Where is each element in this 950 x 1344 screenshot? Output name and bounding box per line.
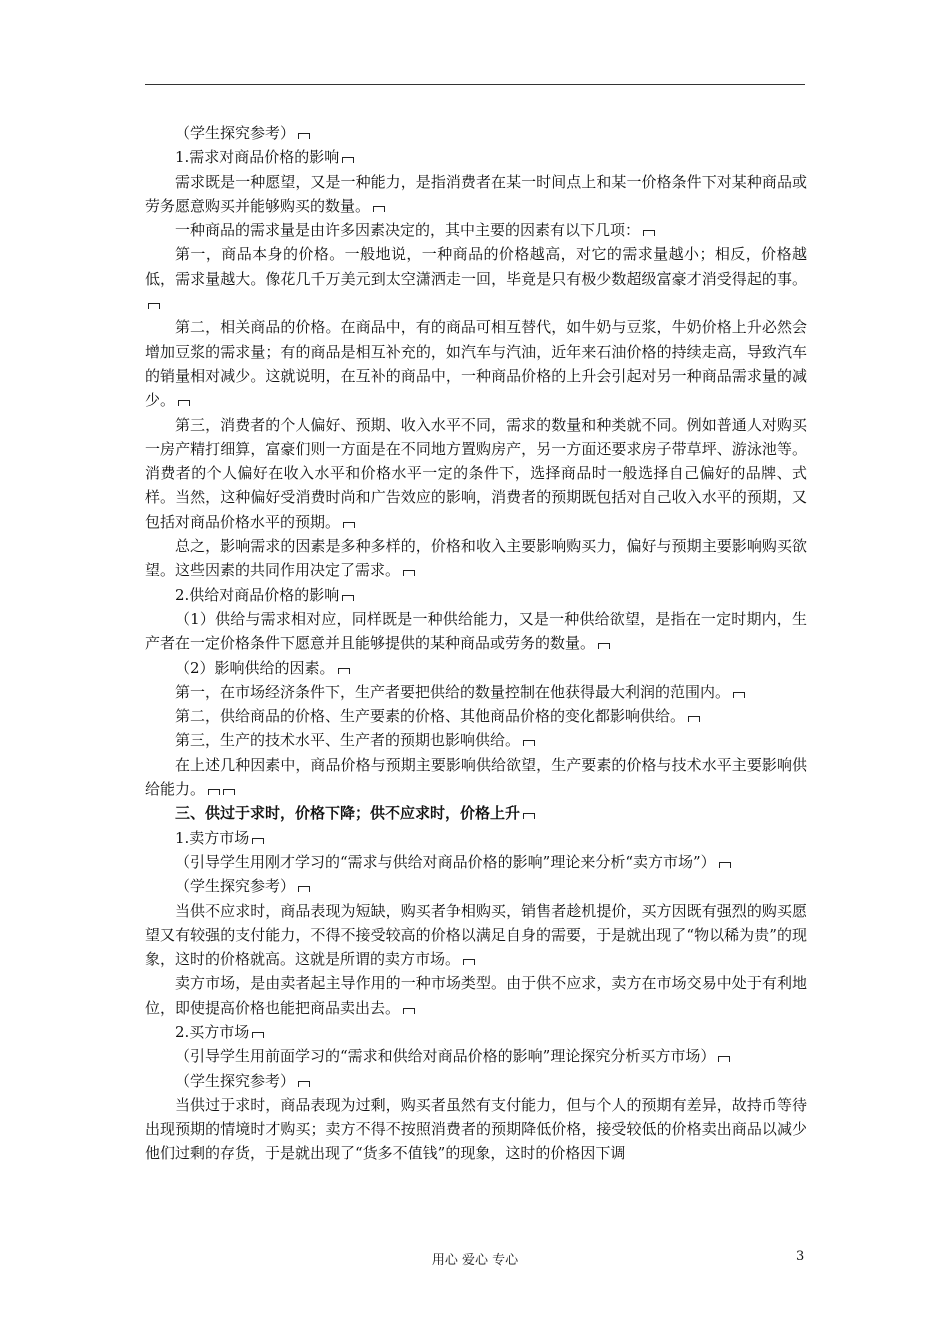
- paragraph-mark-icon: [688, 716, 700, 722]
- paragraph: [145, 121, 807, 145]
- paragraph-text: （引导学生用刚才学习的“需求与供给对商品价格的影响”理论来分析“卖方市场”）: [175, 852, 716, 871]
- paragraph-text: 第二，供给商品的价格、生产要素的价格、其他商品价格的变化都影响供给。: [175, 707, 686, 726]
- paragraph: [145, 826, 807, 850]
- paragraph-text: （学生探究参考）: [175, 1071, 296, 1090]
- paragraph-text: 2.买方市场: [175, 1022, 250, 1041]
- paragraph: [145, 1069, 807, 1093]
- paragraph-text: （学生探究参考）: [175, 877, 296, 896]
- paragraph-mark-icon: [298, 133, 310, 139]
- paragraph-mark-icon: [643, 230, 655, 236]
- paragraph-text: （引导学生用前面学习的“需求和供给对商品价格的影响”理论探究分析买方市场）: [175, 1047, 716, 1066]
- paragraph-text: 卖方市场，是由卖者起主导作用的一种市场类型。由于供不应求，卖方在市场交易中处于有利地位，即使提高价格也能把商品卖出去。: [145, 974, 807, 1017]
- paragraph-text: 当供不应求时，商品表现为短缺，购买者争相购买，销售者趁机提价，买方因既有强烈的购买愿望又有较强的支付能力，不得不接受较高的价格以满足自身的需要，于是就出现了“物以稀为贵”的现象，这时的价格就高。这就是所谓的卖方市场。: [145, 901, 807, 969]
- paragraph-text: 当供过于求时，商品表现为过剩，购买者虽然有支付能力，但与个人的预期有差异，故持币等待出现预期的情境时才购买；卖方不得不按照消费者的预期降低价格，接受较低的价格卖出商品以减少他们过剩的存货，于是就出现了“货多不值钱”的现象，这时的价格因下调: [145, 1095, 807, 1163]
- paragraph: [145, 899, 807, 972]
- paragraph-mark-icon: [598, 643, 610, 649]
- paragraph-text: （1）供给与需求相对应，同样既是一种供给能力，又是一种供给欲望，是指在一定时期内，生产者在一定价格条件下愿意并且能够提供的某种商品或劳务的数量。: [145, 609, 807, 653]
- paragraph-text: 1.需求对商品价格的影响: [175, 148, 340, 167]
- paragraph: [145, 1044, 807, 1068]
- paragraph-text: 2.供给对商品价格的影响: [175, 585, 340, 604]
- paragraph: [145, 1020, 807, 1044]
- paragraph: [145, 145, 807, 169]
- paragraph-text: 一种商品的需求量是由许多因素决定的，其中主要的因素有以下几项：: [175, 221, 641, 240]
- paragraph: [145, 728, 807, 752]
- paragraph: [145, 534, 807, 583]
- paragraph-mark-icon: [523, 740, 535, 746]
- paragraph: [145, 170, 807, 219]
- paragraph: [145, 242, 807, 315]
- paragraph-mark-icon: [718, 1056, 730, 1062]
- paragraph-mark-icon: [298, 1081, 310, 1087]
- paragraph: [145, 607, 807, 656]
- footer-slogan: 用心 爱心 专心: [431, 1253, 519, 1268]
- header-rule: [145, 84, 805, 85]
- paragraph: [145, 753, 807, 802]
- paragraph: [145, 704, 807, 728]
- paragraph-text: 第一，商品本身的价格。一般地说，一种商品的价格越高，对它的需求量越小；相反，价格越低，需求量越大。像花几千万美元到太空潇洒走一回，毕竟是只有极少数超级富豪才消受得起的事。: [145, 245, 807, 288]
- paragraph: [145, 680, 807, 704]
- paragraph-mark-icon: [403, 570, 415, 576]
- paragraph-mark-icon: [343, 522, 355, 528]
- paragraph-mark-icon: [223, 789, 235, 795]
- paragraph: [145, 413, 807, 534]
- paragraph-mark-icon: [252, 838, 264, 844]
- paragraph-mark-icon: [338, 668, 350, 674]
- paragraph-mark-icon: [342, 595, 354, 601]
- paragraph-mark-icon: [148, 303, 160, 309]
- paragraph-mark-icon: [342, 157, 354, 163]
- paragraph: [145, 218, 807, 242]
- paragraph-text: 第三，生产的技术水平、生产者的预期也影响供给。: [175, 731, 521, 750]
- paragraph-mark-icon: [463, 959, 475, 965]
- paragraph-text: 总之，影响需求的因素是多种多样的，价格和收入主要影响购买力，偏好与预期主要影响购买欲望。这些因素的共同作用决定了需求。: [145, 537, 807, 580]
- paragraph: [145, 315, 807, 412]
- paragraph: [145, 850, 807, 874]
- paragraph: [145, 1093, 807, 1166]
- paragraph-text: （2）影响供给的因素。: [175, 658, 335, 677]
- paragraph-mark-icon: [523, 813, 535, 819]
- paragraph: [145, 656, 807, 680]
- paragraph: [145, 874, 807, 898]
- section-heading: [145, 801, 807, 825]
- paragraph: [145, 583, 807, 607]
- paragraph-mark-icon: [178, 400, 190, 406]
- paragraph-mark-icon: [719, 862, 731, 868]
- paragraph-text: 需求既是一种愿望，又是一种能力，是指消费者在某一时间点上和某一价格条件下对某种商品或劳务愿意购买并能够购买的数量。: [145, 172, 807, 215]
- paragraph-text: 1.卖方市场: [175, 828, 250, 847]
- paragraph-text: （学生探究参考）: [175, 124, 296, 142]
- paragraph: [145, 971, 807, 1020]
- paragraph-mark-icon: [298, 886, 310, 892]
- paragraph-text: 在上述几种因素中，商品价格与预期主要影响供给欲望，生产要素的价格与技术水平主要影响供给能力。: [145, 755, 807, 799]
- paragraph-mark-icon: [403, 1008, 415, 1014]
- paragraph-mark-icon: [373, 206, 385, 212]
- paragraph-mark-icon: [208, 789, 220, 795]
- page-number: 3: [796, 1249, 805, 1264]
- paragraph-mark-icon: [252, 1032, 264, 1038]
- paragraph-mark-icon: [733, 692, 745, 698]
- paragraph-text: 第二，相关商品的价格。在商品中，有的商品可相互替代，如牛奶与豆浆，牛奶价格上升必然会增加豆浆的需求量；有的商品是相互补充的，如汽车与汽油，近年来石油价格的持续走高，导致汽车的销量相对减少。这就说明，在互补的商品中，一种商品价格的上升会引起对另一种商品需求量的减少。: [145, 318, 807, 410]
- paragraph-text: 第一，在市场经济条件下，生产者要把供给的数量控制在他获得最大利润的范围内。: [175, 682, 731, 701]
- paragraph-text: 三、供过于求时，价格下降；供不应求时，价格上升: [175, 804, 521, 823]
- document-body: [145, 121, 807, 1166]
- paragraph-text: 第三，消费者的个人偏好、预期、收入水平不同，需求的数量和种类就不同。例如普通人对购买一房产精打细算，富豪们则一方面是在不同地方置购房产，另一方面还要求房子带草坪、游泳池等。消费者的个人偏好在收入水平和价格水平一定的条件下，选择商品时一般选择自己偏好的品牌、式样。当然，这种偏好受消费时尚和广告效应的影响，消费者的预期既包括对自己收入水平的预期，又包括对商品价格水平的预期。: [145, 415, 807, 531]
